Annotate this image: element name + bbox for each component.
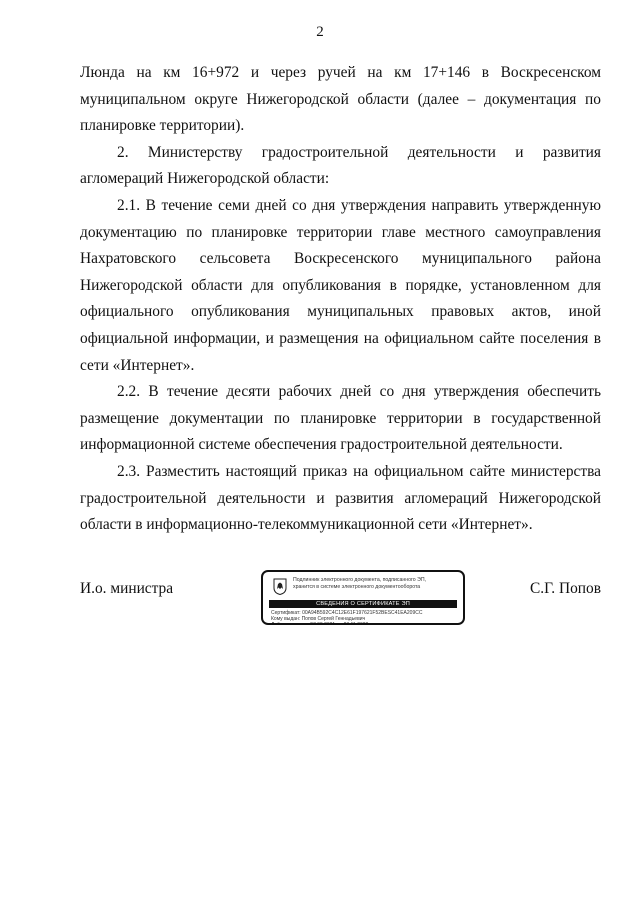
stamp-certificate-number: Сертификат: 00A94B592C4C12E61F197621F52BESC41EA209CC <box>271 610 423 616</box>
stamp-header-band: СВЕДЕНИЯ О СЕРТИФИКАТЕ ЭП <box>269 600 457 608</box>
stamp-note <box>293 577 463 591</box>
signatory-position: И.о. министра <box>80 580 174 597</box>
stamp-issued-to: Кому выдан: Попов Сергей Геннадьевич <box>271 616 366 622</box>
paragraph-item-2: 2. Министерству градостроительной деятельности и развития агломераций Нижегородской области: <box>80 143 601 188</box>
stamp-note-line: Подлинник электронного документа, подписанного ЭП, <box>293 577 427 583</box>
paragraph-item-2-3: 2.3. Разместить настоящий приказ на официальном сайте министерства градостроительной деятельности и развития агломераций Нижегородской области в информационно-телекоммуникационной сети «Интернет». <box>80 462 601 534</box>
signature-block <box>80 570 601 632</box>
stamp-validity: Действителен: с 27.08.2021 до 23.11.2022 <box>271 622 369 625</box>
signatory-name: С.Г. Попов <box>530 580 601 597</box>
document-body <box>80 60 601 539</box>
paragraph-item-2-1: 2.1. В течение семи дней со дня утверждения направить утвержденную документацию по планировке территории главе местного самоуправления Нахратовского сельсовета Воскресенского муниципального района Нижегородской области для опубликования в порядке, установленном для официального опубликования муниципальных правовых актов, иной официальной информации, и размещения на официальном сайте поселения в сети «Интернет». <box>80 196 601 374</box>
paragraph-item-2-2: 2.2. В течение десяти рабочих дней со дня утверждения обеспечить размещение документации по планировке территории в государственной информационной системе обеспечения градостроительной деятельности. <box>80 383 601 454</box>
coat-of-arms-icon <box>273 578 287 595</box>
stamp-certificate-details <box>271 610 461 625</box>
electronic-signature-stamp <box>261 570 465 625</box>
page-number: 2 <box>316 24 324 40</box>
stamp-note-line: хранится в системе электронного документооборота <box>293 584 421 590</box>
paragraph-continuation: Люнда на км 16+972 и через ручей на км 17+146 в Воскресенском муниципальном округе Нижегородской области (далее – документация по планировке территории). <box>80 64 601 135</box>
